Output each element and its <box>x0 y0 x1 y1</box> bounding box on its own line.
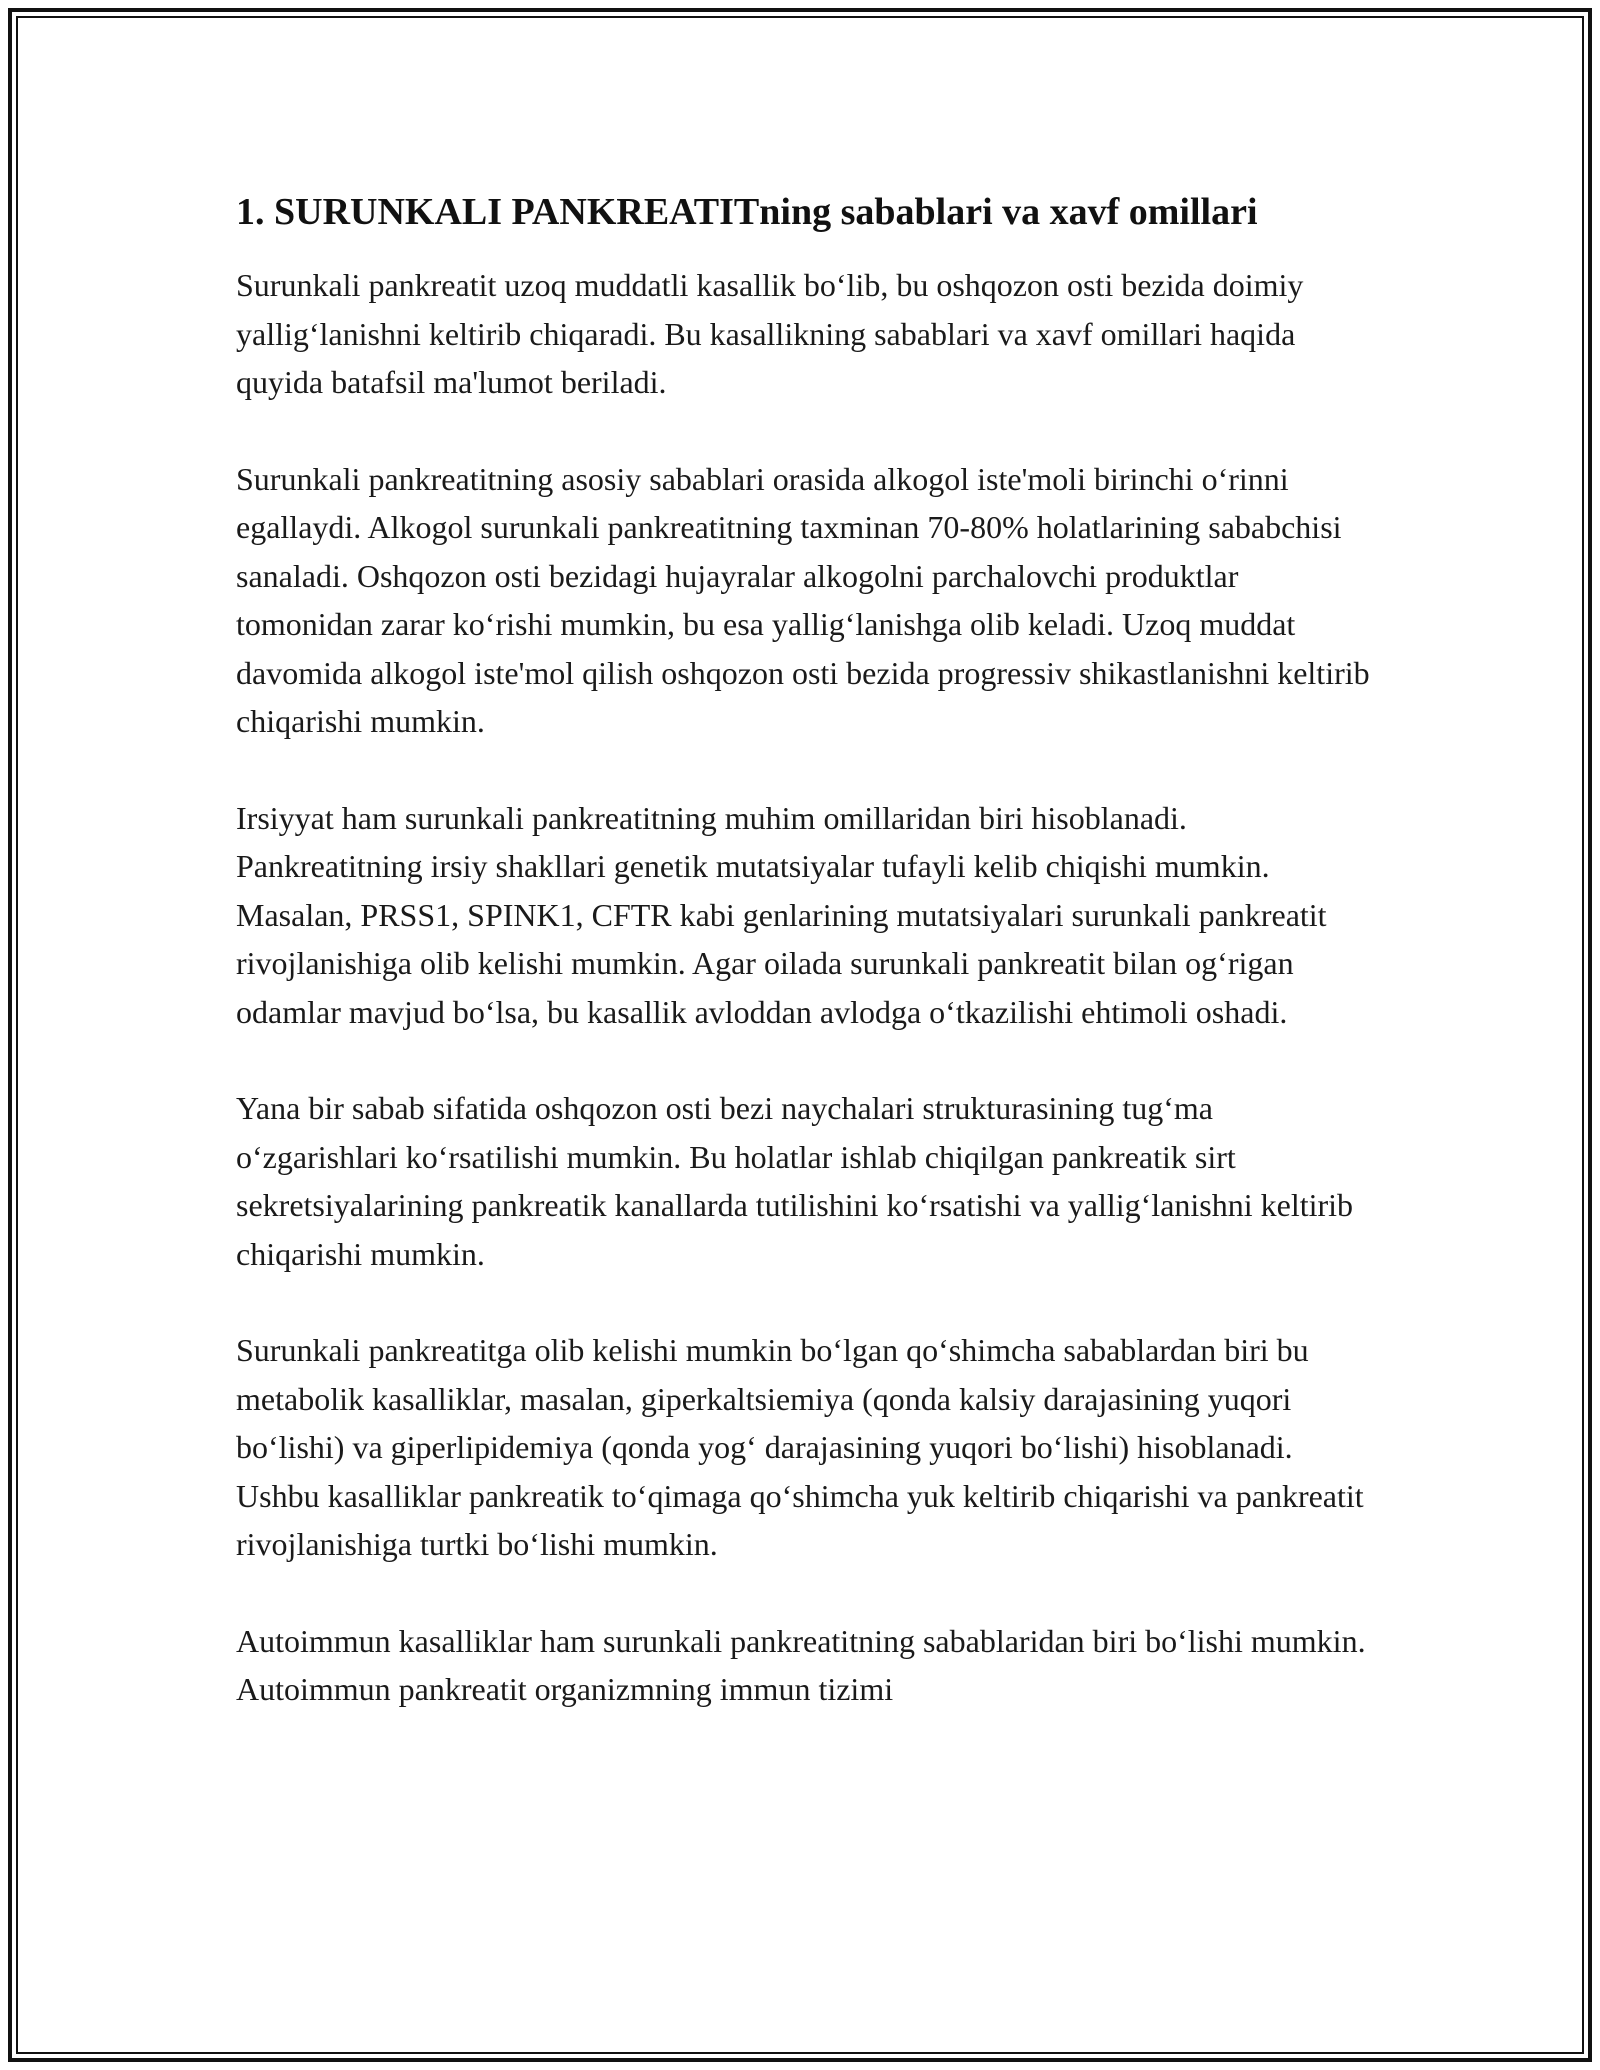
paragraph-alcohol: Surunkali pankreatitning asosiy sabablari orasida alkogol iste'moli birinchi o‘rinni egallaydi. Alkogol surunkali pankreatitning taxminan 70-80% holatlarining sababchisi sanaladi. Oshqozon osti bezidagi hujayralar alkogolni parchalovchi produktlar tomonidan zarar ko‘rishi mumkin, bu esa yallig‘lanishga olib keladi. Uzoq muddat davomida alkogol iste'mol qilish oshqozon osti bezida progressiv shikastlanishni keltirib chiqarishi mumkin. <box>236 460 1370 739</box>
section-heading: 1. SURUNKALI PANKREATITning sabablari va xavf omillari <box>236 191 1258 233</box>
paragraph-autoimmune: Autoimmun kasalliklar ham surunkali pankreatitning sabablaridan biri bo‘lishi mumkin. Autoimmun pankreatit organizmning immun tizimi <box>236 1622 1366 1707</box>
paragraph-metabolic: Surunkali pankreatitga olib kelishi mumkin bo‘lgan qo‘shimcha sabablardan biri bu metabolik kasalliklar, masalan, giperkaltsiemiya (qonda kalsiy darajasining yuqori bo‘lishi) va giperlipidemiya (qonda yog‘ darajasining yuqori bo‘lishi) hisoblanadi. Ushbu kasalliklar pankreatik to‘qimaga qo‘shimcha yuk keltirib chiqarishi va pankreatit rivojlanishiga turtki bo‘lishi mumkin. <box>236 1332 1364 1562</box>
paragraph-duct-anomalies: Yana bir sabab sifatida oshqozon osti bezi naychalari strukturasining tug‘ma o‘zgarishlari ko‘rsatilishi mumkin. Bu holatlar ishlab chiqilgan pankreatik sirt sekretsiyalarining pankreatik kanallarda tutilishini ko‘rsatishi va yallig‘lanishni keltirib chiqarishi mumkin. <box>236 1090 1354 1272</box>
document-body <box>236 186 1376 1762</box>
paragraph-intro: Surunkali pankreatit uzoq muddatli kasallik bo‘lib, bu oshqozon osti bezida doimiy yallig‘lanishni keltirib chiqaradi. Bu kasallikning sabablari va xavf omillari haqida quyida batafsil ma'lumot beriladi. <box>236 267 1304 400</box>
paragraph-heredity: Irsiyyat ham surunkali pankreatitning muhim omillaridan biri hisoblanadi. Pankreatitning irsiy shakllari genetik mutatsiyalar tufayli kelib chiqishi mumkin. Masalan, PRSS1, SPINK1, CFTR kabi genlarining mutatsiyalari surunkali pankreatit rivojlanishiga olib kelishi mumkin. Agar oilada surunkali pankreatit bilan og‘rigan odamlar mavjud bo‘lsa, bu kasallik avloddan avlodga o‘tkazilishi ehtimoli oshadi. <box>236 799 1327 1030</box>
